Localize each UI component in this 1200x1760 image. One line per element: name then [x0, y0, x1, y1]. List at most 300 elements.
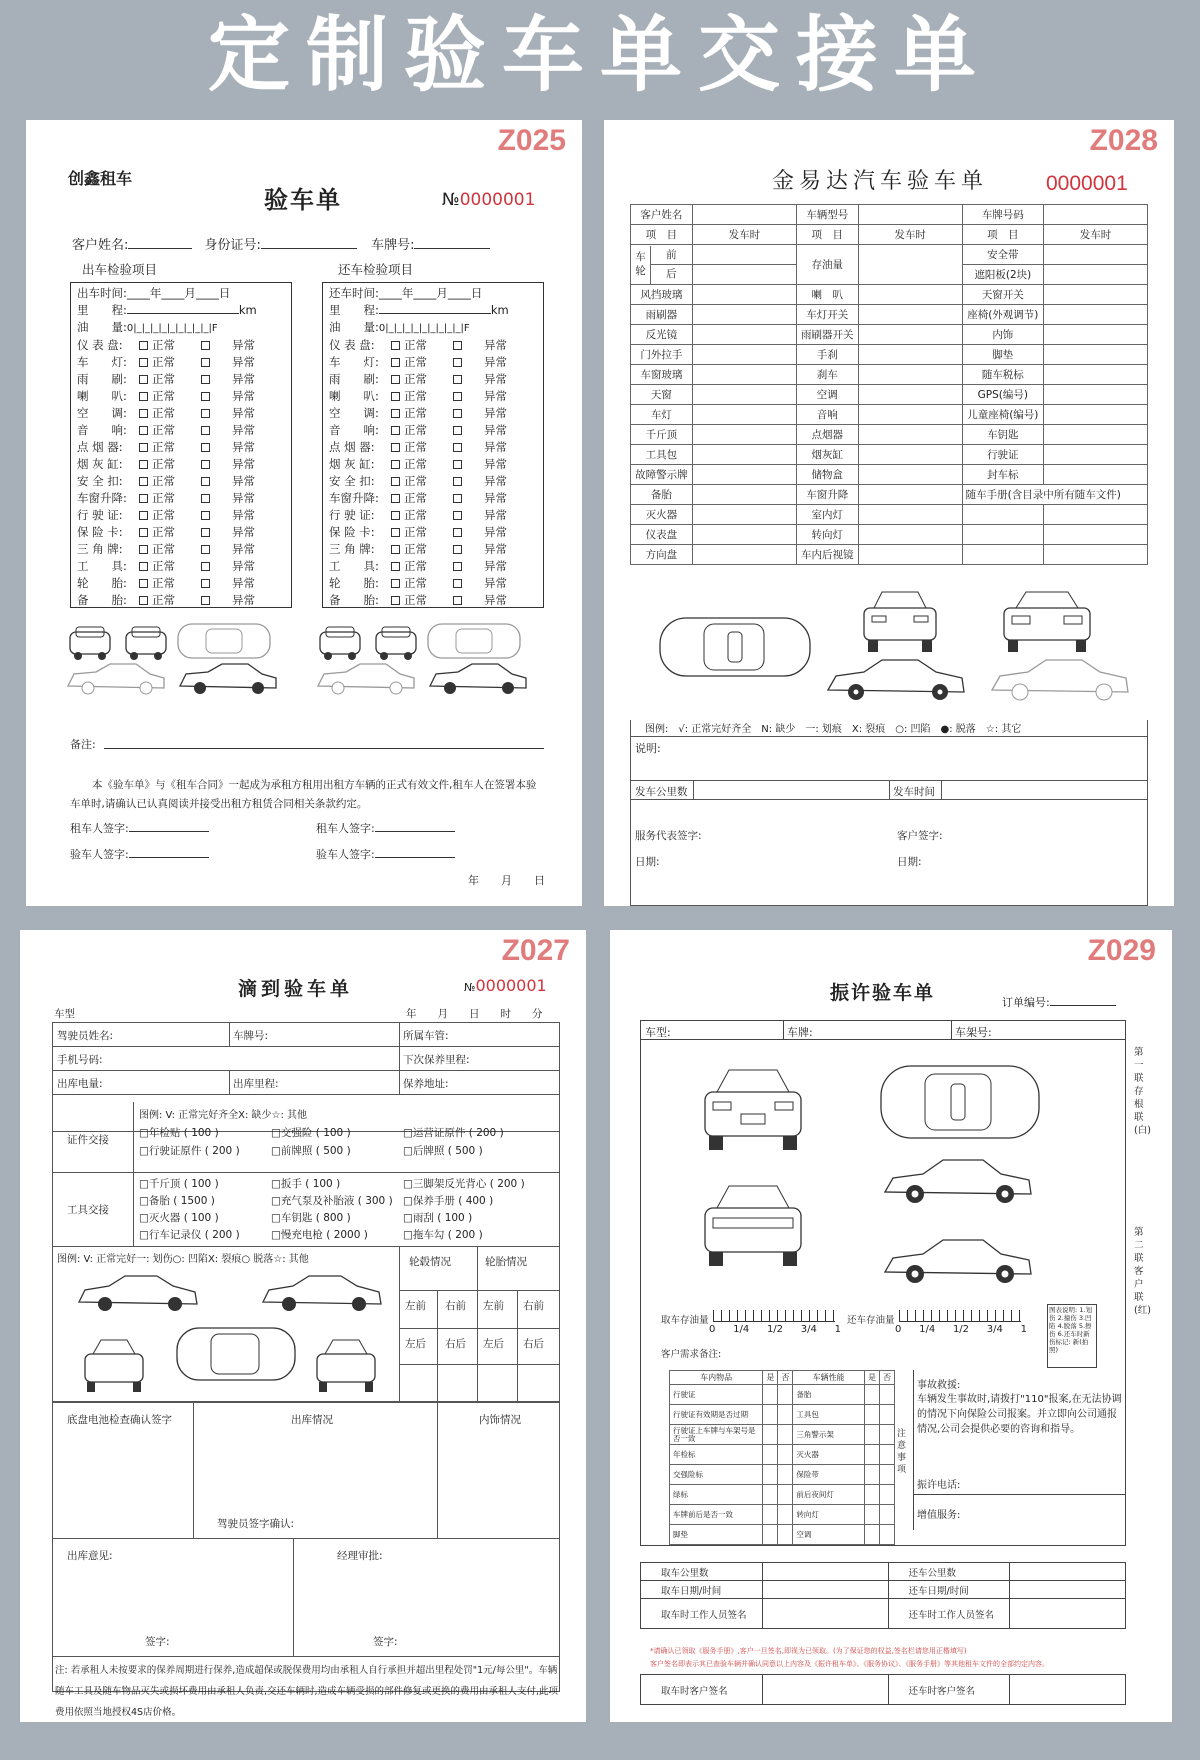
normal-checkbox[interactable] — [139, 409, 148, 418]
pos-front-right: 右前 — [523, 1300, 544, 1312]
value-cell[interactable] — [692, 425, 796, 445]
take-km-label: 取车公里数 — [641, 1563, 763, 1581]
checklist-return — [322, 282, 544, 608]
table-row — [631, 425, 1148, 445]
normal-checkbox[interactable] — [139, 562, 148, 571]
inventory-head: 否 — [879, 1371, 894, 1385]
no-cell[interactable] — [879, 1525, 894, 1545]
value-cell[interactable] — [1043, 305, 1147, 325]
customer-sign-table — [640, 1674, 1126, 1705]
abnormal-checkbox[interactable] — [453, 358, 462, 367]
normal-checkbox[interactable] — [139, 341, 148, 350]
normal-checkbox[interactable] — [391, 443, 400, 452]
pos-rear-left: 左后 — [405, 1338, 426, 1350]
abnormal-checkbox[interactable] — [201, 358, 210, 367]
check-item — [77, 388, 285, 405]
item-label: 仪表盘 — [631, 525, 693, 545]
header-cell — [692, 205, 796, 225]
header-cell: 车牌号码 — [962, 205, 1043, 225]
yes-cell[interactable] — [763, 1405, 778, 1425]
yes-cell[interactable] — [864, 1465, 879, 1485]
main-block — [640, 1040, 1126, 1546]
abnormal-checkbox[interactable] — [201, 341, 210, 350]
no-cell[interactable] — [879, 1385, 894, 1405]
yes-cell[interactable] — [763, 1445, 778, 1465]
value-cell[interactable] — [1043, 385, 1147, 405]
tool-item[interactable]: □灭火器 ( 100 ) — [139, 1212, 219, 1224]
value-cell[interactable] — [1043, 505, 1147, 525]
abnormal-checkbox[interactable] — [453, 596, 462, 605]
value-cell[interactable] — [858, 465, 962, 485]
normal-checkbox[interactable] — [391, 392, 400, 401]
normal-label: 正常 — [404, 593, 427, 607]
normal-checkbox[interactable] — [139, 477, 148, 486]
value-cell[interactable] — [858, 325, 962, 345]
cert-item[interactable]: □后牌照 ( 500 ) — [403, 1145, 483, 1157]
item-label: 行驶证 — [962, 445, 1043, 465]
abnormal-checkbox[interactable] — [201, 375, 210, 384]
yes-cell[interactable] — [864, 1525, 879, 1545]
normal-checkbox[interactable] — [139, 494, 148, 503]
table-row — [631, 525, 1148, 545]
service-address-label: 保养地址: — [403, 1078, 449, 1090]
abnormal-label: 异常 — [232, 559, 255, 573]
normal-checkbox[interactable] — [139, 443, 148, 452]
abnormal-checkbox[interactable] — [453, 477, 462, 486]
value-cell[interactable] — [692, 305, 796, 325]
normal-label: 正常 — [404, 508, 427, 522]
item-label: 烟灰缸 — [796, 445, 858, 465]
sign-left: 签字: — [145, 1636, 170, 1648]
value-cell[interactable] — [1043, 525, 1147, 545]
yes-cell[interactable] — [864, 1425, 879, 1445]
normal-label: 正常 — [152, 440, 175, 454]
value-cell[interactable] — [858, 445, 962, 465]
check-item-label: 保 险 卡: — [77, 525, 123, 539]
abnormal-checkbox[interactable] — [453, 426, 462, 435]
date-blank: ____年____月____日 — [126, 286, 231, 300]
abnormal-checkbox[interactable] — [201, 460, 210, 469]
cert-label: 证件交接 — [67, 1134, 109, 1146]
item-label: 故障警示牌 — [631, 465, 693, 485]
fuel-mark: 1/2 — [952, 1324, 970, 1335]
check-item — [77, 541, 285, 558]
table-row — [631, 485, 1148, 505]
time-row — [77, 285, 285, 302]
no-cell[interactable] — [778, 1425, 793, 1445]
value-cell[interactable] — [1043, 405, 1147, 425]
value-cell[interactable] — [692, 405, 796, 425]
yes-cell[interactable] — [864, 1385, 879, 1405]
front-label: 前 — [651, 246, 692, 265]
sheet-z029 — [610, 930, 1172, 1722]
table-row — [631, 405, 1148, 425]
abnormal-checkbox[interactable] — [201, 409, 210, 418]
normal-label: 正常 — [404, 457, 427, 471]
tool-items — [139, 1176, 557, 1244]
check-item-label: 工 具: — [329, 559, 379, 573]
check-item — [77, 456, 285, 473]
fuel-level-label: 存油量 — [796, 245, 858, 285]
tool-item[interactable]: □充气泵及补胎液 ( 300 ) — [271, 1195, 393, 1207]
abnormal-checkbox[interactable] — [453, 545, 462, 554]
inventory-item: 行驶证有效期是否过期 — [670, 1405, 763, 1425]
value-cell[interactable] — [858, 505, 962, 525]
abnormal-label: 异常 — [232, 355, 255, 369]
normal-checkbox[interactable] — [391, 494, 400, 503]
abnormal-checkbox[interactable] — [201, 511, 210, 520]
check-item-label: 备 胎: — [329, 593, 379, 607]
serial-value: 0000001 — [459, 190, 536, 210]
km-unit: km — [490, 303, 509, 317]
fuel-mark: 3/4 — [800, 1324, 817, 1335]
value-cell[interactable] — [858, 285, 962, 305]
check-item-label: 安 全 扣: — [77, 474, 123, 488]
value-cell[interactable] — [692, 365, 796, 385]
no-cell[interactable] — [778, 1525, 793, 1545]
check-item-label: 仪 表 盘: — [77, 338, 123, 352]
normal-checkbox[interactable] — [139, 528, 148, 537]
no-cell[interactable] — [879, 1405, 894, 1425]
normal-label: 正常 — [404, 440, 427, 454]
form-title: 金易达汽车验车单 — [772, 169, 989, 194]
tool-item[interactable]: □千斤顶 ( 100 ) — [139, 1178, 219, 1190]
fuel-mark: 1/4 — [733, 1324, 750, 1335]
tool-item[interactable]: □备胎 ( 1500 ) — [139, 1195, 215, 1207]
no-cell[interactable] — [879, 1425, 894, 1445]
normal-checkbox[interactable] — [139, 375, 148, 384]
yes-cell[interactable] — [763, 1505, 778, 1525]
abnormal-checkbox[interactable] — [201, 392, 210, 401]
yes-cell[interactable] — [763, 1425, 778, 1445]
fuel-scale: 0|_|_|_|_|_|_|_|_|_|F — [378, 323, 470, 334]
tool-item[interactable]: □保养手册 ( 400 ) — [403, 1195, 494, 1207]
abnormal-label: 异常 — [484, 440, 507, 454]
normal-checkbox[interactable] — [391, 596, 400, 605]
cert-item[interactable]: □前牌照 ( 500 ) — [271, 1145, 351, 1157]
value-cell[interactable] — [692, 525, 796, 545]
abnormal-checkbox[interactable] — [453, 460, 462, 469]
abnormal-checkbox[interactable] — [453, 511, 462, 520]
inventory-row — [670, 1485, 895, 1505]
value-cell[interactable] — [858, 245, 962, 285]
yes-cell[interactable] — [763, 1525, 778, 1545]
value-cell[interactable] — [692, 485, 796, 505]
value-service-label: 增值服务: — [917, 1510, 961, 1521]
abnormal-checkbox[interactable] — [201, 579, 210, 588]
abnormal-label: 异常 — [484, 423, 507, 437]
abnormal-label: 异常 — [484, 508, 507, 522]
check-item — [329, 558, 537, 575]
column-head: 项 目 — [631, 225, 693, 245]
value-cell[interactable] — [1043, 245, 1147, 265]
header-cell: 车辆型号 — [796, 205, 858, 225]
value-cell[interactable] — [1043, 265, 1147, 285]
item-label: 灭火器 — [631, 505, 693, 525]
value-cell[interactable] — [692, 445, 796, 465]
take-staff-label: 取车时工作人员签名 — [641, 1599, 763, 1629]
no-cell[interactable] — [778, 1505, 793, 1525]
check-item — [329, 388, 537, 405]
inventory-item: 脚垫 — [670, 1525, 763, 1545]
column-head: 发车时 — [1043, 225, 1147, 245]
yes-cell[interactable] — [864, 1485, 879, 1505]
item-label: 儿童座椅(编号) — [962, 405, 1043, 425]
abnormal-checkbox[interactable] — [453, 443, 462, 452]
inspector-sign-label: 验车人签字: — [316, 848, 375, 861]
tool-item[interactable]: □扳手 ( 100 ) — [271, 1178, 341, 1190]
value-cell[interactable] — [692, 465, 796, 485]
table-row — [631, 245, 1148, 265]
tool-item[interactable]: □三脚架反光背心 ( 200 ) — [403, 1178, 525, 1190]
check-item — [329, 337, 537, 354]
tool-item[interactable]: □车钥匙 ( 800 ) — [271, 1212, 351, 1224]
rear-label: 后 — [666, 267, 677, 280]
normal-checkbox[interactable] — [391, 477, 400, 486]
abnormal-checkbox[interactable] — [453, 579, 462, 588]
abnormal-checkbox[interactable] — [453, 409, 462, 418]
return-km-label: 还车公里数 — [888, 1563, 1010, 1581]
abnormal-checkbox[interactable] — [201, 494, 210, 503]
rescue-phone-label: 振许电话: — [917, 1480, 961, 1491]
value-cell[interactable] — [1043, 545, 1147, 565]
normal-checkbox[interactable] — [139, 596, 148, 605]
item-label: 刹车 — [796, 365, 858, 385]
check-item-label: 行 驶 证: — [329, 508, 375, 522]
value-cell[interactable] — [858, 305, 962, 325]
normal-label: 正常 — [404, 406, 427, 420]
form-title: 验车单 — [264, 186, 342, 214]
check-item-label: 点 烟 器: — [77, 440, 123, 454]
mileage-label: 里 程: — [77, 303, 127, 317]
fuel-take-gauge — [713, 1310, 835, 1322]
no-cell[interactable] — [778, 1385, 793, 1405]
check-item-label: 烟 灰 缸: — [77, 457, 123, 471]
value-cell[interactable] — [858, 485, 962, 505]
item-label: 封车标 — [962, 465, 1043, 485]
pos-rear-left: 左后 — [483, 1338, 504, 1350]
normal-label: 正常 — [152, 559, 175, 573]
section-out: 出车检验项目 — [82, 262, 158, 277]
abnormal-checkbox[interactable] — [453, 528, 462, 537]
yes-cell[interactable] — [763, 1485, 778, 1505]
normal-checkbox[interactable] — [139, 358, 148, 367]
abnormal-label: 异常 — [484, 474, 507, 488]
check-item — [329, 473, 537, 490]
no-cell[interactable] — [778, 1465, 793, 1485]
value-cell[interactable] — [1043, 465, 1147, 485]
normal-checkbox[interactable] — [391, 409, 400, 418]
fuel-return-label: 还车存油量 — [847, 1315, 895, 1326]
checklist-out — [70, 282, 292, 608]
value-cell[interactable] — [858, 425, 962, 445]
value-cell[interactable] — [1043, 425, 1147, 445]
serial-value: 0000001 — [1046, 172, 1128, 195]
value-cell[interactable] — [858, 345, 962, 365]
fuel-mark: 1 — [1020, 1324, 1027, 1335]
abnormal-checkbox[interactable] — [453, 562, 462, 571]
value-cell[interactable] — [692, 345, 796, 365]
normal-checkbox[interactable] — [139, 460, 148, 469]
date-line: 年 月 日 — [468, 874, 545, 887]
abnormal-checkbox[interactable] — [453, 494, 462, 503]
serial-prefix: № — [464, 981, 476, 994]
normal-checkbox[interactable] — [139, 426, 148, 435]
tire-label: 轮胎情况 — [485, 1256, 527, 1268]
yes-cell[interactable] — [864, 1505, 879, 1525]
serial-prefix: № — [442, 190, 460, 210]
normal-checkbox[interactable] — [391, 460, 400, 469]
out-opinion-label: 出库意见: — [67, 1550, 113, 1562]
damage-legend: 图例: V: 正常完好一: 划伤○: 凹陷X: 裂痕○ 脱落☆: 其他 — [57, 1254, 309, 1265]
tool-item[interactable]: □拖车勾 ( 200 ) — [403, 1229, 483, 1241]
item-label: 千斤顶 — [631, 425, 693, 445]
value-cell[interactable] — [1043, 445, 1147, 465]
inventory-item: 转向灯 — [793, 1505, 865, 1525]
normal-checkbox[interactable] — [139, 511, 148, 520]
accident-text: 车辆发生事故时,请拨打"110"报案,在无法协调的情况下向保险公司报案。并立即向公司通报情况,公司会提供必要的咨询和指导。 — [917, 1394, 1122, 1435]
yes-cell[interactable] — [763, 1385, 778, 1405]
value-cell[interactable] — [1043, 365, 1147, 385]
value-cell[interactable] — [692, 545, 796, 565]
customer-label: 客户姓名: — [72, 238, 129, 253]
table-row — [631, 385, 1148, 405]
normal-checkbox[interactable] — [391, 579, 400, 588]
abnormal-label: 异常 — [232, 491, 255, 505]
yes-cell[interactable] — [864, 1445, 879, 1465]
value-cell[interactable] — [1043, 325, 1147, 345]
abnormal-checkbox[interactable] — [201, 562, 210, 571]
depart-time-label: 发车时间 — [893, 786, 935, 798]
no-cell[interactable] — [879, 1465, 894, 1485]
fuel-mark: 0 — [709, 1324, 716, 1335]
tool-item[interactable]: □慢充电枪 ( 2000 ) — [271, 1229, 368, 1241]
normal-checkbox[interactable] — [391, 528, 400, 537]
abnormal-checkbox[interactable] — [201, 477, 210, 486]
value-cell[interactable] — [1043, 285, 1147, 305]
normal-checkbox[interactable] — [391, 358, 400, 367]
value-cell[interactable] — [692, 325, 796, 345]
inventory-row — [670, 1505, 895, 1525]
abnormal-checkbox[interactable] — [453, 341, 462, 350]
sheet-z028 — [604, 120, 1174, 906]
value-cell[interactable] — [692, 385, 796, 405]
check-item-label: 行 驶 证: — [77, 508, 123, 522]
yes-cell[interactable] — [864, 1405, 879, 1425]
item-label: 车灯 — [631, 405, 693, 425]
normal-label: 正常 — [404, 474, 427, 488]
normal-checkbox[interactable] — [391, 562, 400, 571]
value-cell[interactable] — [858, 545, 962, 565]
normal-checkbox[interactable] — [391, 426, 400, 435]
item-label: 雨刷器开关 — [796, 325, 858, 345]
abnormal-checkbox[interactable] — [453, 392, 462, 401]
cert-item[interactable]: □年检贴 ( 100 ) — [139, 1127, 219, 1139]
abnormal-checkbox[interactable] — [201, 545, 210, 554]
abnormal-checkbox[interactable] — [201, 596, 210, 605]
inventory-row — [670, 1525, 895, 1545]
item-label: 工具包 — [631, 445, 693, 465]
normal-checkbox[interactable] — [139, 579, 148, 588]
fuel-row — [329, 319, 537, 337]
demand-label: 客户需求备注: — [661, 1349, 722, 1360]
normal-checkbox[interactable] — [139, 545, 148, 554]
no-cell[interactable] — [879, 1505, 894, 1525]
accident-title: 事故救援: — [917, 1380, 961, 1391]
value-cell[interactable] — [1043, 345, 1147, 365]
cert-item[interactable]: □运营证原件 ( 200 ) — [403, 1127, 504, 1139]
value-cell[interactable] — [858, 405, 962, 425]
check-item — [329, 575, 537, 592]
no-cell[interactable] — [879, 1445, 894, 1465]
abnormal-checkbox[interactable] — [201, 443, 210, 452]
note-label: 说明: — [635, 742, 661, 755]
car-type-label: 车型: — [645, 1026, 671, 1039]
no-cell[interactable] — [778, 1405, 793, 1425]
item-label: 座椅(外观调节) — [962, 305, 1043, 325]
no-cell[interactable] — [778, 1445, 793, 1465]
check-item — [329, 371, 537, 388]
item-label: 音响 — [796, 405, 858, 425]
customer-line — [72, 234, 490, 253]
yes-cell[interactable] — [763, 1465, 778, 1485]
customer-sign: 客户签字: — [897, 830, 943, 842]
value-cell[interactable] — [692, 505, 796, 525]
value-cell[interactable] — [692, 285, 796, 305]
form-code: Z029 — [1087, 934, 1156, 967]
normal-label: 正常 — [404, 372, 427, 386]
abnormal-label: 异常 — [484, 542, 507, 556]
check-item — [77, 592, 285, 609]
driver-confirm-label: 驾驶员签字确认: — [217, 1518, 295, 1530]
cert-item[interactable]: □交强险 ( 100 ) — [271, 1127, 351, 1139]
value-cell[interactable] — [858, 525, 962, 545]
item-label — [962, 505, 1043, 525]
check-item-label: 点 烟 器: — [329, 440, 375, 454]
normal-checkbox[interactable] — [391, 375, 400, 384]
check-item — [77, 354, 285, 371]
abnormal-checkbox[interactable] — [453, 375, 462, 384]
inventory-item: 车牌前后是否一致 — [670, 1505, 763, 1525]
renter-sign-left — [70, 820, 209, 836]
abnormal-checkbox[interactable] — [201, 528, 210, 537]
value-cell[interactable] — [692, 245, 796, 265]
value-cell[interactable] — [858, 385, 962, 405]
value-cell[interactable] — [858, 365, 962, 385]
check-item — [329, 524, 537, 541]
no-cell[interactable] — [778, 1485, 793, 1505]
inspector-sign-left — [70, 846, 209, 862]
tool-item[interactable]: □行车记录仪 ( 200 ) — [139, 1229, 240, 1241]
normal-checkbox[interactable] — [391, 511, 400, 520]
item-label: 空调 — [796, 385, 858, 405]
column-head-row — [631, 225, 1148, 245]
cert-item[interactable]: □行驶证原件 ( 200 ) — [139, 1145, 240, 1157]
normal-checkbox[interactable] — [139, 392, 148, 401]
abnormal-label: 异常 — [232, 542, 255, 556]
normal-checkbox[interactable] — [391, 341, 400, 350]
no-cell[interactable] — [879, 1485, 894, 1505]
inventory-head: 是 — [864, 1371, 879, 1385]
tool-item[interactable]: □雨刮 ( 100 ) — [403, 1212, 473, 1224]
normal-checkbox[interactable] — [391, 545, 400, 554]
item-label: 备胎 — [631, 485, 693, 505]
remark-label: 备注: — [70, 738, 96, 751]
abnormal-checkbox[interactable] — [201, 426, 210, 435]
value-cell[interactable] — [692, 265, 796, 285]
vin-label: 车架号: — [955, 1026, 992, 1039]
abnormal-label: 异常 — [232, 576, 255, 590]
